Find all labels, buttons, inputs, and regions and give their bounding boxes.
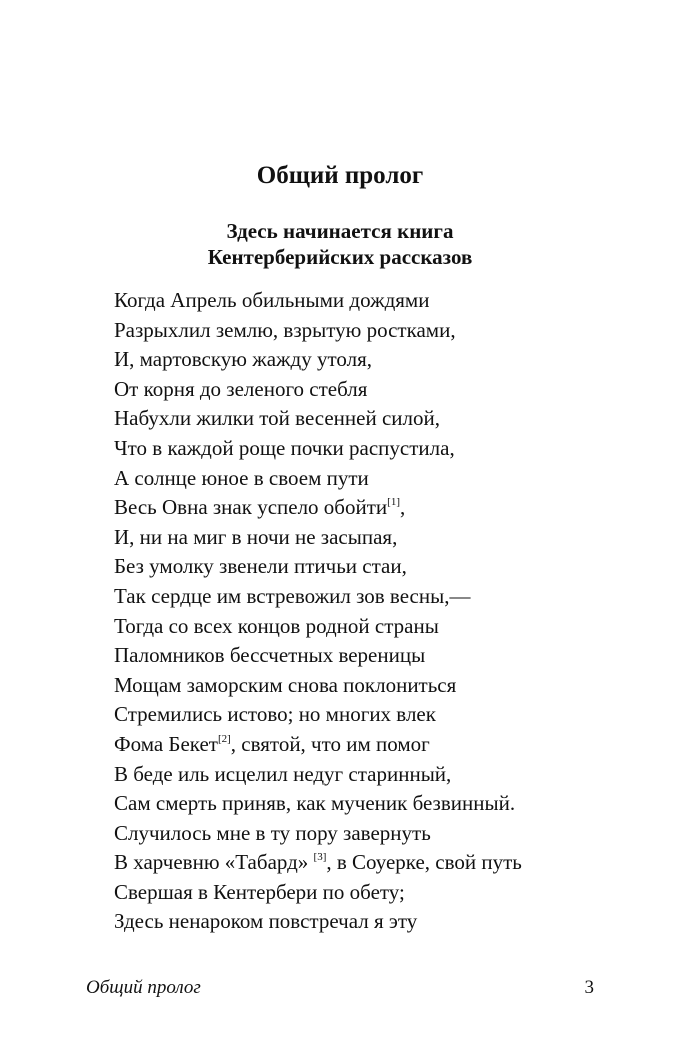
poem-line-text: Когда Апрель обильными дождями (114, 288, 430, 312)
poem-line-text: Разрыхлил землю, взрытую ростками, (114, 317, 456, 342)
poem-line (114, 730, 634, 760)
poem-line-text: Весь Овна знак успело обойти (114, 495, 388, 520)
poem-line-text: Так сердце им встревожил зов весны,— (114, 583, 471, 608)
poem-line (114, 760, 634, 790)
poem-line-text: В беде иль исцелил недуг старинный, (114, 761, 452, 786)
footnote-marker[interactable]: [1] (387, 496, 400, 509)
poem-line (114, 582, 634, 612)
poem-line (114, 493, 634, 523)
poem-line-text: Тогда со всех концов родной страны (114, 613, 439, 638)
poem-line (114, 700, 634, 730)
poem-line-text: От корня до зеленого стебля (114, 376, 368, 401)
poem-line-text: А солнце юное в своем пути (114, 465, 369, 490)
footnote-marker[interactable]: [2] (217, 732, 231, 745)
poem-line-text: Сам смерть приняв, как мученик безвинный. (114, 791, 516, 816)
poem-line (114, 789, 634, 819)
poem-line-text: Случилось мне в ту пору завернуть (114, 820, 431, 845)
poem-line-text: Мощам заморским снова поклониться (114, 672, 457, 697)
poem-line (114, 523, 634, 553)
poem-text (114, 286, 634, 937)
poem-line (114, 345, 634, 375)
chapter-title: Общий пролог (256, 162, 424, 189)
poem-line (114, 671, 634, 701)
poem-line (114, 434, 634, 464)
subtitle-line-1: Здесь начинается книга (226, 219, 454, 243)
poem-line (114, 907, 634, 937)
running-footer-title: Общий пролог (86, 977, 201, 998)
poem-line (114, 404, 634, 434)
poem-line-text: Стремились истово; но многих влек (114, 702, 436, 727)
footnote-marker[interactable]: [3] (313, 851, 327, 864)
poem-line-text: И, мартовскую жажду утоля, (114, 347, 372, 372)
poem-line-text: Паломников бессчетных вереницы (114, 643, 426, 668)
poem-line (114, 848, 634, 878)
poem-line (114, 316, 634, 346)
poem-line-text: Здесь ненароком повстречал я эту (114, 909, 418, 934)
chapter-subtitle (0, 218, 680, 270)
poem-line-text-continued: , в Соуерке, свой путь (326, 850, 522, 875)
poem-line-text-continued: , (399, 495, 406, 520)
poem-line-text: Свершая в Кентербери по обету; (114, 879, 405, 904)
poem-line (114, 641, 634, 671)
poem-line-text: Без умолку звенели птичьи стаи, (114, 554, 407, 579)
poem-line-text: Набухли жилки той весенней силой, (114, 406, 440, 431)
poem-line-text-continued: , святой, что им помог (230, 731, 430, 756)
poem-line-text: В харчевню «Табард» (114, 850, 314, 875)
poem-line-text: И, ни на миг в ночи не засыпая, (114, 524, 398, 549)
poem-line (114, 878, 634, 908)
poem-line (114, 552, 634, 582)
poem-line (114, 286, 634, 316)
poem-line (114, 464, 634, 494)
poem-line (114, 612, 634, 642)
poem-line-text: Что в каждой роще почки распустила, (114, 435, 455, 460)
poem-line (114, 375, 634, 405)
page-number: 3 (584, 977, 594, 998)
subtitle-line-2: Кентерберийских рассказов (207, 245, 473, 269)
poem-line (114, 819, 634, 849)
poem-line-text: Фома Бекет (114, 731, 218, 756)
